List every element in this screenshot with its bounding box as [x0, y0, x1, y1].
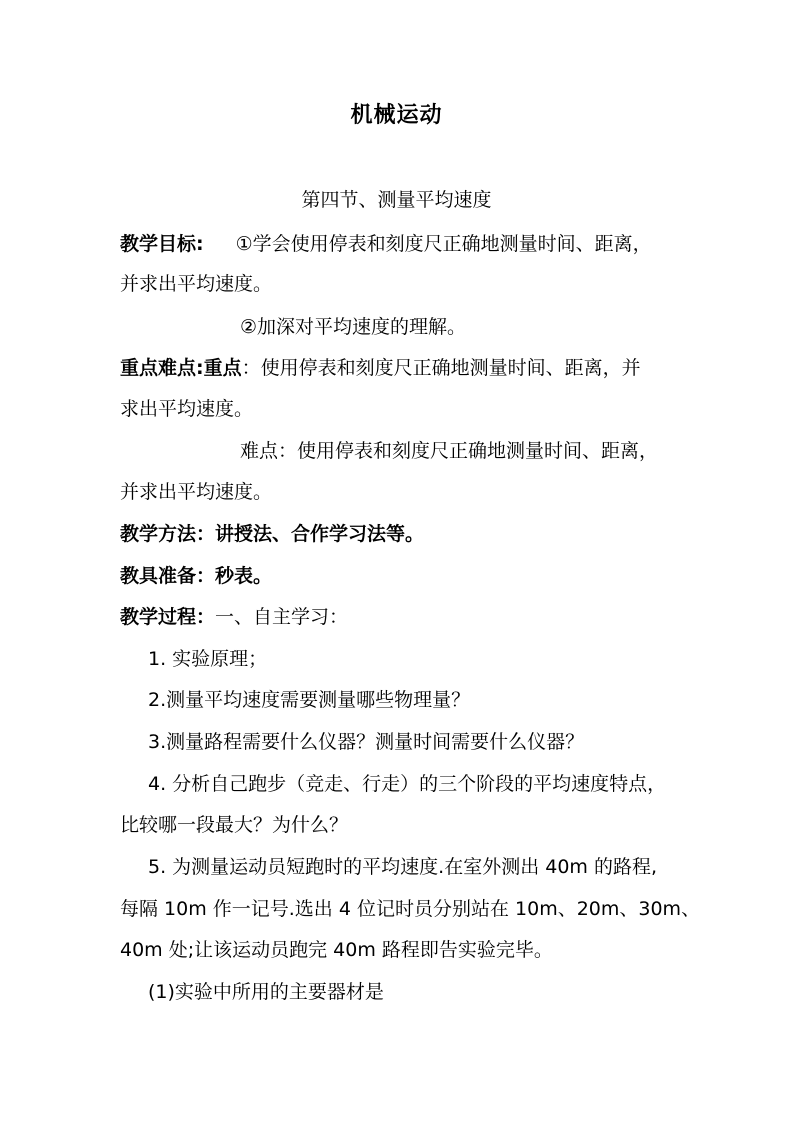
objectives-label: 教学目标:: [120, 233, 204, 255]
difficulty-text: 难点：使用停表和刻度尺正确地测量时间、距离，: [240, 440, 659, 462]
question-5-cont-1: 每隔 10m 作一记号.选出 4 位记时员分别站在 10m、20m、30m、: [120, 898, 701, 920]
section-subtitle: 第四节、测量平均速度: [301, 189, 492, 211]
methods-text: 讲授法、合作学习法等。: [215, 523, 425, 545]
process-text: 一、自主学习：: [215, 606, 349, 628]
tools-text: 秒表。: [215, 565, 273, 587]
keypoints-label: 重点难点:: [120, 357, 204, 379]
question-4-cont: 比较哪一段最大？为什么？: [120, 814, 349, 836]
question-1: 1. 实验原理；: [148, 648, 268, 670]
question-5: 5. 为测量运动员短跑时的平均速度.在室外测出 40m 的路程,: [148, 856, 658, 878]
keypoint-text-cont: 求出平均速度。: [120, 398, 254, 420]
objective-1: ①学会使用停表和刻度尺正确地测量时间、距离，: [235, 233, 652, 255]
question-5-cont-2: 40m 处;让该运动员跑完 40m 路程即告实验完毕。: [120, 939, 553, 961]
keypoints-line-1: [120, 356, 641, 380]
question-4: 4. 分析自己跑步（竞走、行走）的三个阶段的平均速度特点，: [148, 773, 667, 795]
difficulty-text-cont: 并求出平均速度。: [120, 481, 273, 503]
question-2: 2.测量平均速度需要测量哪些物理量？: [148, 689, 471, 711]
page-title: 机械运动: [350, 103, 443, 128]
question-5-sub-1: (1)实验中所用的主要器材是: [148, 981, 384, 1003]
tools-line: [120, 564, 272, 588]
tools-label: 教具准备：: [120, 565, 216, 587]
methods-label: 教学方法：: [120, 523, 216, 545]
methods-line: [120, 522, 424, 546]
process-line: [120, 605, 348, 629]
objective-1-cont: 并求出平均速度。: [120, 273, 273, 295]
objectives-line-1: [120, 232, 652, 256]
keypoint-label: 重点: [203, 357, 242, 379]
question-3: 3.测量路程需要什么仪器？测量时间需要什么仪器？: [148, 731, 585, 753]
process-label: 教学过程：: [120, 606, 216, 628]
keypoint-text: ：使用停表和刻度尺正确地测量时间、距离，并: [241, 357, 641, 379]
objective-2: ②加深对平均速度的理解。: [240, 316, 467, 338]
